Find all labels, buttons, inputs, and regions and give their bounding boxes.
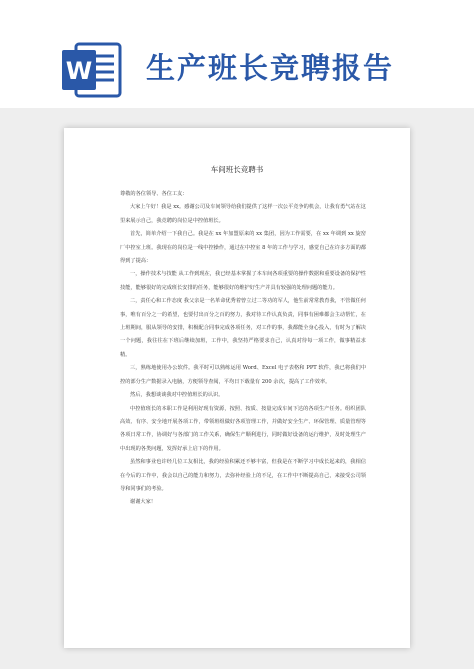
- word-document-icon: [62, 42, 124, 98]
- document-paragraph: 然后，我想谈谈我对中控值班长的认识。: [130, 392, 224, 399]
- word-icon-letter: W: [65, 57, 93, 85]
- document-paragraph: 首先，简单介绍一下我自己。我是在 xx 年加盟原来的 xx 集团，因为工作需要，在 xx 年调到 xx 旋窑厂中控室上班。我现在的岗位是一线中控操作，通过在中控室 8 年的工作与学习，感觉自己在许多方面的都得到了提高：: [120, 231, 366, 265]
- document-page: [64, 128, 410, 648]
- banner-title: 生产班长竞聘报告: [146, 51, 395, 85]
- document-paragraph: 中控值班长的本职工作是利用好现有资源，按照、按质、按量完成车间下达的各项生产任务。组织团队高效、有序、安全地开展各项工作，带领班组做好各项管理工作，并做好安全生产、环保管理、质量管理等各项日常工作，协调好与各部门的工作关系，确保生产顺利进行，同时做好设备的运行维护，及时处理生产中出现的各类问题，发挥好承上启下的作用。: [120, 405, 366, 452]
- banner: [0, 0, 474, 108]
- document-paragraph: 谢谢大家！: [130, 499, 156, 506]
- document-paragraph: 虽然和事业也许经几位工友相比，我的经验积累还不够丰富，但我是在不断学习中成长起来的，我相信在今后的工作中，我会以自己的能力和努力，去弥补经验上的不足，在工作中不断提高自己，来接受公司领导和同事们的考验。: [120, 459, 366, 492]
- document-body: [120, 188, 366, 510]
- document-paragraph: 二，责任心和工作态度 我父亲是一名革命优秀着曾立过二等功的军人，他生前常常教育我，不管做任何事，唯有百分之一的希望，也要付出百分之百的努力，我对待工作认真负责，同事有困难都会主动帮忙，在上班期间，服从领导的安排，积极配合同事完成各项任务，对工作的事，我都能全身心投入，有时为了解决一个问题，我往往在下班后继续加班，工作中，我坚持严格要求自己，认真对待每一项工作，做事精益求精。: [120, 298, 366, 358]
- document-paragraph: 一，操作技术与技能 从工作到现在，我已经基本掌握了本车间各项重要的操作数据和重要设备的保护性技能，能够很好的完成班长安排的任务，能够很好的维护好生产并具有较强的处理问题的能力。: [120, 271, 366, 291]
- document-title: 车间班长竞聘书: [210, 165, 264, 174]
- document-paragraph: 尊敬的各位领导、各位工友：: [120, 191, 188, 197]
- document-paragraph: 大家上午好！我是 xx。感谢公司及车间领导给我们提供了这样一次公平竞争的机会，让我有勇气站在这里来展示自己，我竞聘的岗位是中控值班长。: [120, 204, 366, 224]
- document-paragraph: 三，熟练地使用办公软件。我平时可以熟练运用 Word、Excel 电子表格和 PPT 软件，我已将我们中控的部分生产数据录入电脑，方便领导查阅，平均日下载量有 200 余次，提高了工作效率。: [120, 365, 366, 385]
